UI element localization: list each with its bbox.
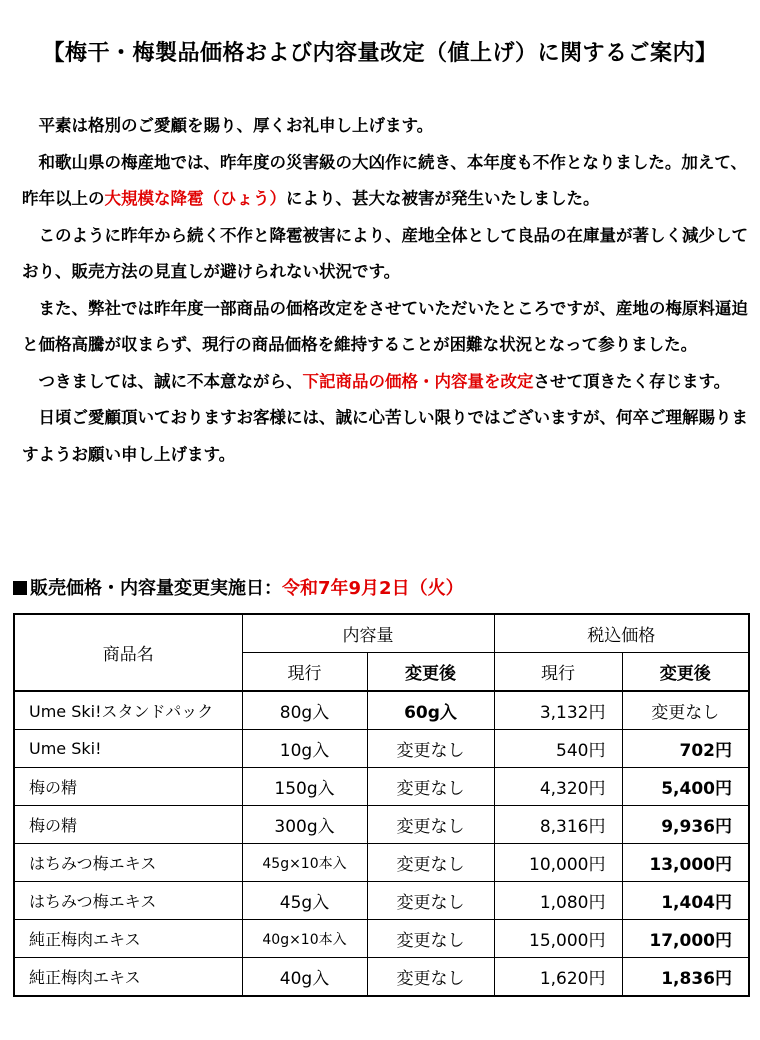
price-current-cell: 15,000円 bbox=[494, 920, 622, 958]
volume-after-cell: 変更なし bbox=[367, 958, 494, 997]
volume-current-cell: 150g入 bbox=[242, 768, 367, 806]
price-after-cell: 9,936円 bbox=[622, 806, 749, 844]
paragraph-text: このように昨年から続く不作と降雹被害により、産地全体として良品の在庫量が著しく減少しており、販売方法の見直しが避けられない状況です。 bbox=[22, 225, 748, 281]
notice-paragraph bbox=[22, 108, 748, 145]
price-current-cell: 1,080円 bbox=[494, 882, 622, 920]
volume-current-cell: 40g入 bbox=[242, 958, 367, 997]
header-volume: 内容量 bbox=[242, 614, 494, 653]
price-current-cell: 3,132円 bbox=[494, 691, 622, 730]
document-title: 【梅干・梅製品価格および内容量改定（値上げ）に関するご案内】 bbox=[42, 41, 718, 66]
table-row bbox=[14, 958, 749, 997]
volume-current-cell: 300g入 bbox=[242, 806, 367, 844]
table-row bbox=[14, 882, 749, 920]
price-after-cell: 5,400円 bbox=[622, 768, 749, 806]
highlight-text: 大規模な降雹（ひょう） bbox=[104, 189, 286, 208]
header-volume-current: 現行 bbox=[242, 653, 367, 692]
paragraph-text: つきましては、誠に不本意ながら、 bbox=[22, 371, 303, 391]
notice-paragraph bbox=[22, 218, 748, 291]
paragraph-text: 日頃ご愛顧頂いておりますお客様には、誠に心苦しい限りではございますが、何卒ご理解賜りますようお願い申し上げます。 bbox=[22, 408, 748, 464]
square-bullet-icon bbox=[13, 581, 27, 595]
schedule-date: 令和7年9月2日（火） bbox=[282, 578, 464, 599]
table-row bbox=[14, 730, 749, 768]
price-after-cell: 1,404円 bbox=[622, 882, 749, 920]
notice-paragraph bbox=[22, 291, 748, 364]
price-after-cell: 17,000円 bbox=[622, 920, 749, 958]
table-row bbox=[14, 768, 749, 806]
price-current-cell: 1,620円 bbox=[494, 958, 622, 997]
volume-current-cell: 80g入 bbox=[242, 691, 367, 730]
volume-current-cell: 40g×10本入 bbox=[242, 920, 367, 958]
volume-after-cell: 60g入 bbox=[367, 691, 494, 730]
product-name-cell: Ume Ski! bbox=[14, 730, 242, 768]
paragraph-text: 平素は格別のご愛顧を賜り、厚くお礼申し上げます。 bbox=[22, 116, 434, 135]
notice-paragraph bbox=[22, 145, 748, 218]
product-name-cell: Ume Ski!スタンドパック bbox=[14, 691, 242, 730]
table-row bbox=[14, 806, 749, 844]
price-after-cell: 変更なし bbox=[622, 691, 749, 730]
price-current-cell: 540円 bbox=[494, 730, 622, 768]
table-row bbox=[14, 920, 749, 958]
volume-after-cell: 変更なし bbox=[367, 920, 494, 958]
notice-body bbox=[22, 108, 748, 473]
price-current-cell: 10,000円 bbox=[494, 844, 622, 882]
product-name-cell: はちみつ梅エキス bbox=[14, 882, 242, 920]
header-volume-after: 変更後 bbox=[367, 653, 494, 692]
table-row bbox=[14, 691, 749, 730]
product-name-cell: 純正梅肉エキス bbox=[14, 958, 242, 997]
header-price-current: 現行 bbox=[494, 653, 622, 692]
paragraph-text: させて頂きたく存じます。 bbox=[533, 371, 731, 391]
table-header-row bbox=[14, 614, 749, 653]
volume-current-cell: 45g×10本入 bbox=[242, 844, 367, 882]
volume-after-cell: 変更なし bbox=[367, 806, 494, 844]
notice-paragraph bbox=[22, 364, 748, 401]
header-price-after: 変更後 bbox=[622, 653, 749, 692]
schedule-line bbox=[13, 574, 464, 600]
volume-after-cell: 変更なし bbox=[367, 768, 494, 806]
product-name-cell: 梅の精 bbox=[14, 768, 242, 806]
price-after-cell: 13,000円 bbox=[622, 844, 749, 882]
header-product-name: 商品名 bbox=[14, 614, 242, 691]
paragraph-text: 和歌山県の梅産地では、昨年度の災害級の大凶作に続き、本年度も不作となりました。加えて、昨年以上の bbox=[22, 152, 748, 208]
product-name-cell: はちみつ梅エキス bbox=[14, 844, 242, 882]
price-after-cell: 702円 bbox=[622, 730, 749, 768]
product-name-cell: 純正梅肉エキス bbox=[14, 920, 242, 958]
table-row bbox=[14, 844, 749, 882]
volume-after-cell: 変更なし bbox=[367, 730, 494, 768]
price-change-table bbox=[13, 613, 750, 997]
paragraph-text: により、甚大な被害が発生いたしました。 bbox=[286, 189, 600, 208]
volume-current-cell: 10g入 bbox=[242, 730, 367, 768]
notice-paragraph bbox=[22, 400, 748, 473]
schedule-label: 販売価格・内容量変更実施日： bbox=[30, 578, 282, 599]
product-name-cell: 梅の精 bbox=[14, 806, 242, 844]
volume-current-cell: 45g入 bbox=[242, 882, 367, 920]
price-current-cell: 8,316円 bbox=[494, 806, 622, 844]
volume-after-cell: 変更なし bbox=[367, 844, 494, 882]
header-price: 税込価格 bbox=[494, 614, 749, 653]
price-current-cell: 4,320円 bbox=[494, 768, 622, 806]
volume-after-cell: 変更なし bbox=[367, 882, 494, 920]
price-after-cell: 1,836円 bbox=[622, 958, 749, 997]
highlight-text: 下記商品の価格・内容量を改定 bbox=[302, 371, 534, 391]
paragraph-text: また、弊社では昨年度一部商品の価格改定をさせていただいたところですが、産地の梅原料逼迫と価格高騰が収まらず、現行の商品価格を維持することが困難な状況となって参りました。 bbox=[22, 298, 748, 354]
